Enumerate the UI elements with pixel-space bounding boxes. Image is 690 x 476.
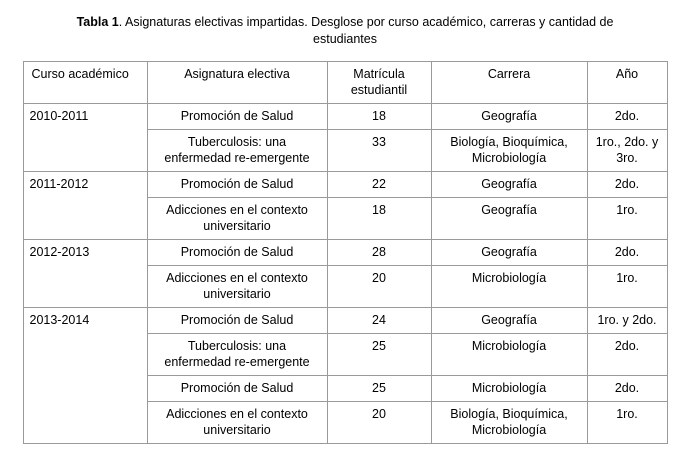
subject-cell: Adicciones en el contexto universitario — [147, 402, 327, 444]
enrollment-cell: 20 — [327, 266, 431, 308]
subject-cell: Promoción de Salud — [147, 172, 327, 198]
column-header-ano: Año — [587, 62, 667, 104]
subject-cell: Promoción de Salud — [147, 308, 327, 334]
enrollment-cell: 24 — [327, 308, 431, 334]
year-cell: 1ro., 2do. y 3ro. — [587, 130, 667, 172]
caption-label: Tabla 1 — [76, 15, 119, 29]
enrollment-cell: 25 — [327, 376, 431, 402]
course-cell: 2010-2011 — [23, 104, 147, 172]
year-cell: 2do. — [587, 240, 667, 266]
subject-cell: Tuberculosis: una enfermedad re-emergente — [147, 334, 327, 376]
year-cell: 1ro. — [587, 198, 667, 240]
career-cell: Geografía — [431, 308, 587, 334]
table-header-row — [23, 62, 667, 104]
career-cell: Geografía — [431, 198, 587, 240]
career-cell: Biología, Bioquímica, Microbiología — [431, 402, 587, 444]
subject-cell: Promoción de Salud — [147, 240, 327, 266]
column-header-asignatura-electiva: Asignatura electiva — [147, 62, 327, 104]
career-cell: Geografía — [431, 104, 587, 130]
column-header-matricula-estudiantil: Matrícula estudiantil — [327, 62, 431, 104]
column-header-curso-academico: Curso académico — [23, 62, 147, 104]
subject-cell: Promoción de Salud — [147, 376, 327, 402]
document-page — [0, 14, 690, 476]
career-cell: Geografía — [431, 240, 587, 266]
career-cell: Geografía — [431, 172, 587, 198]
table-row — [23, 172, 667, 198]
table-caption — [45, 14, 645, 48]
year-cell: 2do. — [587, 104, 667, 130]
subject-cell: Tuberculosis: una enfermedad re-emergente — [147, 130, 327, 172]
table-row — [23, 104, 667, 130]
career-cell: Microbiología — [431, 266, 587, 308]
year-cell: 1ro. — [587, 402, 667, 444]
table-row — [23, 308, 667, 334]
career-cell: Biología, Bioquímica, Microbiología — [431, 130, 587, 172]
enrollment-cell: 33 — [327, 130, 431, 172]
course-cell: 2013-2014 — [23, 308, 147, 444]
year-cell: 2do. — [587, 376, 667, 402]
enrollment-cell: 18 — [327, 104, 431, 130]
electives-table — [23, 61, 668, 444]
enrollment-cell: 25 — [327, 334, 431, 376]
career-cell: Microbiología — [431, 376, 587, 402]
enrollment-cell: 20 — [327, 402, 431, 444]
subject-cell: Adicciones en el contexto universitario — [147, 266, 327, 308]
column-header-carrera: Carrera — [431, 62, 587, 104]
enrollment-cell: 18 — [327, 198, 431, 240]
course-cell: 2012-2013 — [23, 240, 147, 308]
year-cell: 1ro. — [587, 266, 667, 308]
year-cell: 2do. — [587, 172, 667, 198]
year-cell: 1ro. y 2do. — [587, 308, 667, 334]
table-row — [23, 240, 667, 266]
caption-text: . Asignaturas electivas impartidas. Desglose por curso académico, carreras y cantidad de estudiantes — [118, 15, 614, 46]
subject-cell: Promoción de Salud — [147, 104, 327, 130]
year-cell: 2do. — [587, 334, 667, 376]
subject-cell: Adicciones en el contexto universitario — [147, 198, 327, 240]
enrollment-cell: 22 — [327, 172, 431, 198]
career-cell: Microbiología — [431, 334, 587, 376]
course-cell: 2011-2012 — [23, 172, 147, 240]
enrollment-cell: 28 — [327, 240, 431, 266]
